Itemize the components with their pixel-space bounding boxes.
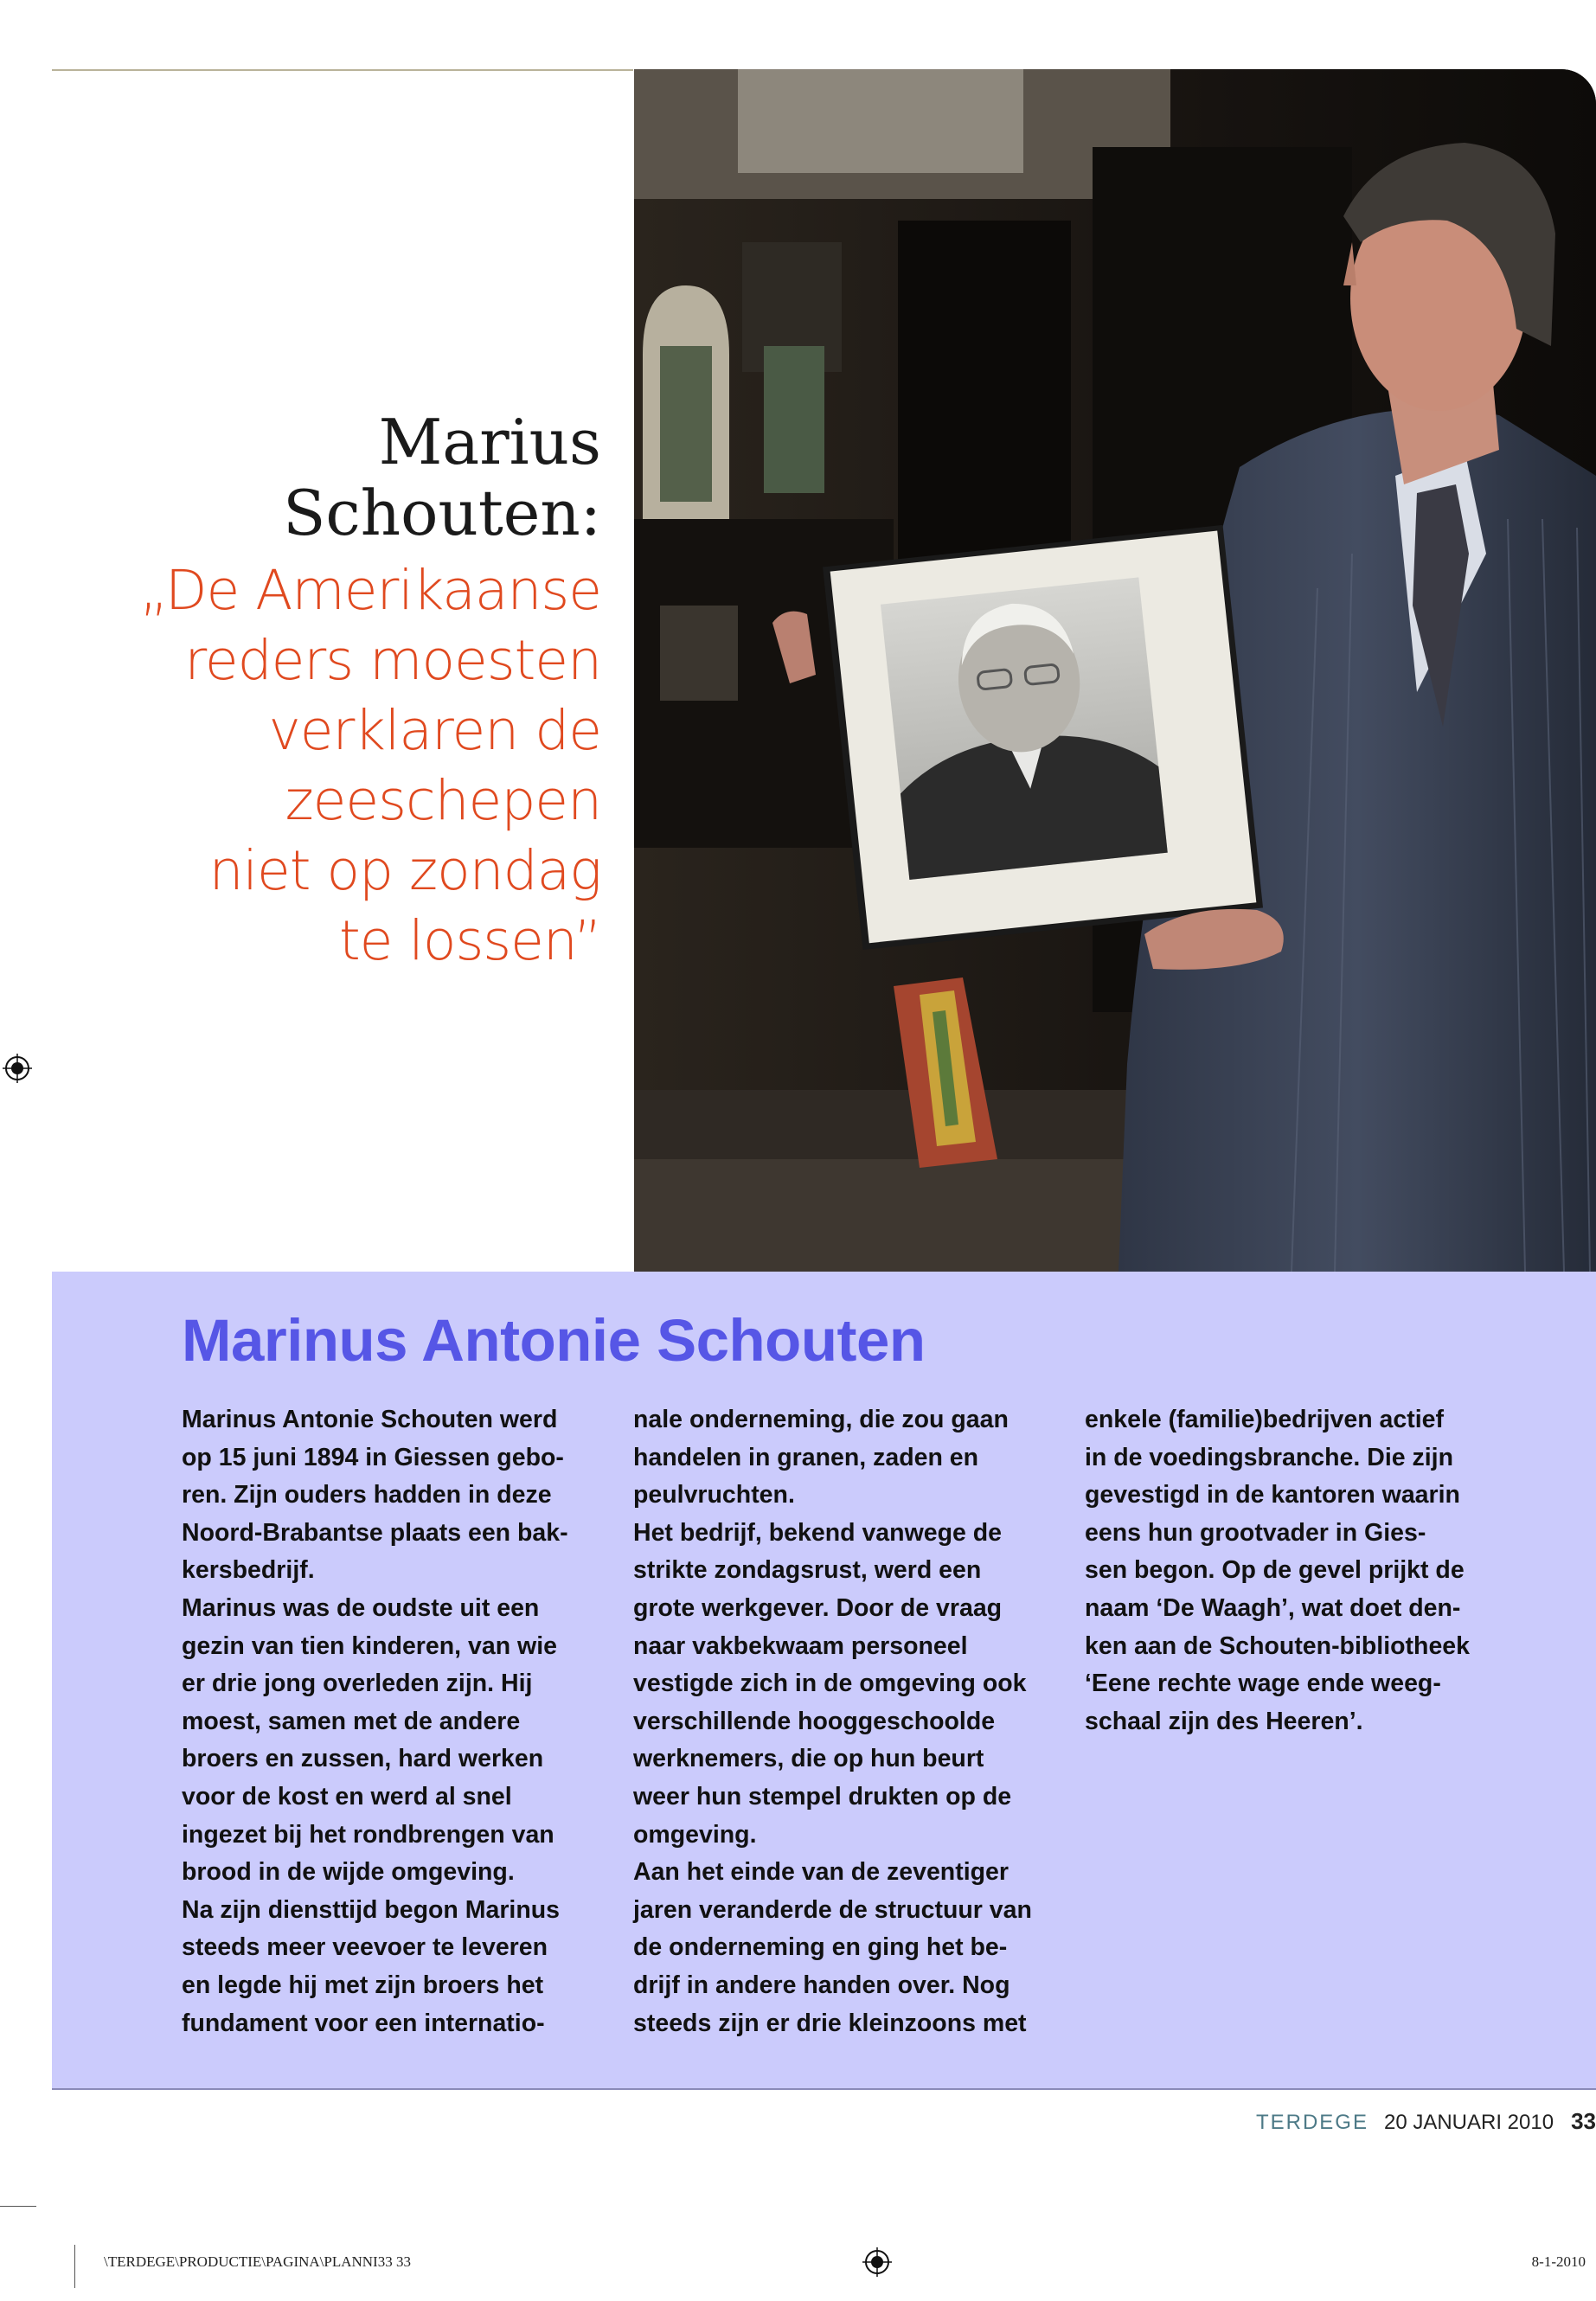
headline-name-line1: Marius bbox=[378, 406, 601, 478]
text-line: ingezet bij het rondbrengen van bbox=[182, 1820, 554, 1849]
page-number: 33 bbox=[1571, 2108, 1596, 2134]
text-line: jaren veranderde de structuur van bbox=[633, 1895, 1032, 1924]
quote-line: niet op zondag bbox=[208, 839, 601, 902]
text-line: Marinus Antonie Schouten werd bbox=[182, 1406, 558, 1433]
registration-mark-icon bbox=[862, 2247, 892, 2277]
text-line: gezin van tien kinderen, van wie bbox=[182, 1631, 557, 1660]
headline-name-line2: Schouten: bbox=[283, 477, 601, 549]
slug-path: \TERDEGE\PRODUCTIE\PAGINA\PLANNI33 33 bbox=[104, 2253, 411, 2270]
text-line: Na zijn diensttijd begon Marinus bbox=[182, 1895, 561, 1924]
text-line: drijf in andere handen over. Nog bbox=[633, 1971, 1010, 1999]
text-line: steeds zijn er drie kleinzoons met bbox=[633, 2009, 1027, 2037]
text-line: ren. Zijn ouders hadden in deze bbox=[182, 1481, 552, 1509]
text-line: enkele (familie)bedrijven actief bbox=[1085, 1406, 1444, 1433]
text-line: Marinus was de oudste uit een bbox=[182, 1593, 540, 1622]
text-line: Noord-Brabantse plaats een bak- bbox=[182, 1518, 568, 1547]
page-folio bbox=[1256, 2108, 1596, 2135]
slug-date: 8-1-2010 bbox=[1531, 2253, 1586, 2270]
crop-mark bbox=[74, 2245, 75, 2288]
top-rule bbox=[52, 69, 633, 71]
quote-line: te lossen” bbox=[338, 909, 601, 972]
text-line: steeds meer veevoer te leveren bbox=[182, 1933, 548, 1962]
text-line: moest, samen met de andere bbox=[182, 1707, 521, 1735]
text-line: Aan het einde van de zeventiger bbox=[633, 1858, 1009, 1887]
text-line: vestigde zich in de omgeving ook bbox=[633, 1670, 1027, 1698]
text-line: er drie jong overleden zijn. Hij bbox=[182, 1670, 533, 1698]
text-line: naam ‘De Waagh’, wat doet den- bbox=[1085, 1593, 1461, 1622]
text-line: Het bedrijf, bekend vanwege de bbox=[633, 1518, 1003, 1547]
text-line: gevestigd in de kantoren waarin bbox=[1085, 1481, 1460, 1509]
registration-mark-icon bbox=[3, 1054, 32, 1083]
text-line: eens hun grootvader in Gies- bbox=[1085, 1518, 1426, 1547]
quote-line: reders moesten bbox=[184, 629, 601, 692]
text-line: nale onderneming, die zou gaan bbox=[633, 1406, 1009, 1433]
text-line: fundament voor een internatio- bbox=[182, 2009, 545, 2037]
biography-column-2 bbox=[633, 1401, 1061, 2042]
text-line: verschillende hooggeschoolde bbox=[633, 1707, 996, 1735]
quote-line: zeeschepen bbox=[285, 769, 601, 832]
text-line: werknemers, die op hun beurt bbox=[633, 1745, 984, 1773]
biography-title: Marinus Antonie Schouten bbox=[182, 1307, 926, 1374]
text-line: de onderneming en ging het be- bbox=[633, 1933, 1008, 1962]
text-line: schaal zijn des Heeren’. bbox=[1085, 1707, 1363, 1735]
quote-line: verklaren de bbox=[268, 699, 601, 762]
folio-date: 20 JANUARI 2010 bbox=[1383, 2111, 1554, 2134]
headline bbox=[82, 407, 601, 976]
headline-quote bbox=[82, 555, 601, 976]
biography-box bbox=[52, 1272, 1596, 2090]
text-line: kersbedrijf. bbox=[182, 1556, 315, 1585]
text-line: weer hun stempel drukten op de bbox=[633, 1782, 1012, 1811]
text-line: en legde hij met zijn broers het bbox=[182, 1971, 544, 1999]
article-photo bbox=[634, 69, 1596, 1272]
text-line: omgeving. bbox=[633, 1820, 757, 1849]
crop-mark bbox=[0, 2206, 36, 2207]
text-line: brood in de wijde omgeving. bbox=[182, 1858, 515, 1887]
text-line: op 15 juni 1894 in Giessen gebo- bbox=[182, 1443, 564, 1471]
text-line: in de voedingsbranche. Die zijn bbox=[1085, 1443, 1453, 1471]
text-line: sen begon. Op de gevel prijkt de bbox=[1085, 1556, 1465, 1585]
text-line: handelen in granen, zaden en bbox=[633, 1443, 979, 1471]
headline-name bbox=[82, 407, 601, 548]
text-line: strikte zondagsrust, werd een bbox=[633, 1556, 982, 1585]
text-line: broers en zussen, hard werken bbox=[182, 1745, 544, 1773]
text-line: ken aan de Schouten-bibliotheek bbox=[1085, 1631, 1470, 1660]
biography-column-1 bbox=[182, 1401, 610, 2042]
text-line: peulvruchten. bbox=[633, 1481, 795, 1509]
text-line: ‘Eene rechte wage ende weeg- bbox=[1085, 1670, 1441, 1698]
quote-line: „De Amerikaanse bbox=[139, 559, 601, 622]
biography-column-3 bbox=[1085, 1401, 1513, 1740]
text-line: naar vakbekwaam personeel bbox=[633, 1631, 968, 1660]
folio-magazine: TERDEGE bbox=[1255, 2111, 1368, 2134]
text-line: voor de kost en werd al snel bbox=[182, 1782, 512, 1811]
text-line: grote werkgever. Door de vraag bbox=[633, 1593, 1003, 1622]
